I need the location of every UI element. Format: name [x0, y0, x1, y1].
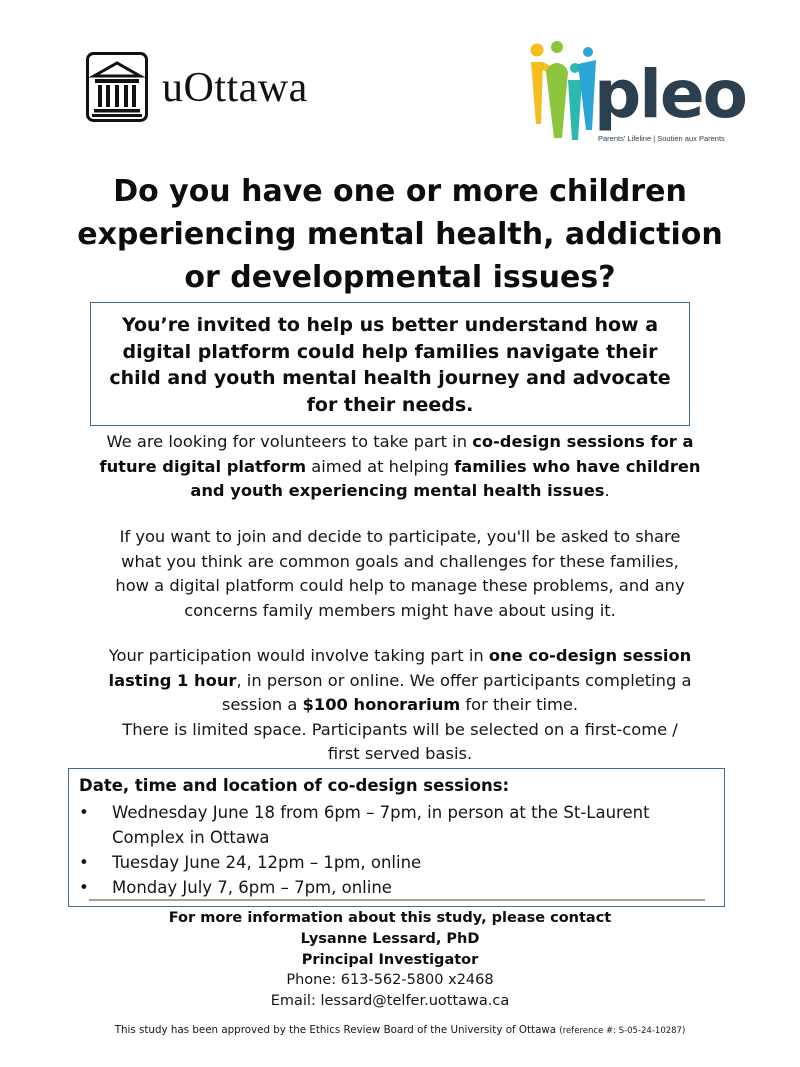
invitation-line: digital platform could help families navigate their	[122, 340, 658, 363]
text-run: .	[604, 481, 610, 501]
emphasis-text: co-design sessions for a	[472, 432, 694, 451]
invitation-line: for their needs.	[306, 393, 474, 416]
paragraph-line: how a digital platform could help to manage these problems, and any	[115, 576, 685, 596]
emphasis-text: future digital platform	[99, 456, 307, 476]
ethics-footer	[0, 1024, 800, 1036]
text-run: session a	[221, 695, 303, 715]
bullet-icon: •	[79, 803, 89, 822]
text-run: We are looking for volunteers to take part in	[106, 432, 473, 451]
family-figures-icon	[528, 40, 598, 144]
uottawa-logo	[86, 52, 356, 122]
session-text: Wednesday June 18 from 6pm – 7pm, in person at the St-Laurent	[112, 803, 650, 822]
pleo-wordmark: pleo	[594, 56, 746, 133]
contact-name: Lysanne Lessard, PhD	[300, 930, 480, 947]
divider	[89, 899, 705, 901]
contact-role: Principal Investigator	[301, 951, 479, 968]
text-run: Your participation would involve taking part in	[108, 646, 489, 665]
participation-details-paragraph	[50, 525, 750, 623]
emphasis-text: and youth experiencing mental health issues	[190, 481, 605, 501]
paragraph-line: If you want to join and decide to participate, you'll be asked to share	[119, 527, 681, 546]
page-title	[40, 170, 760, 299]
text-run: for their time.	[460, 695, 579, 715]
emphasis-text: $100 honorarium	[302, 695, 461, 715]
uottawa-wordmark: uOttawa	[162, 65, 308, 111]
honorarium-paragraph	[50, 644, 750, 767]
bullet-icon: •	[79, 853, 89, 872]
paragraph-line: first served basis.	[327, 744, 473, 764]
session-text: Tuesday June 24, 12pm – 1pm, online	[112, 853, 422, 872]
emphasis-text: one co-design session	[488, 646, 692, 665]
heading-line: Do you have one or more children	[113, 174, 687, 209]
text-run: aimed at helping	[306, 456, 455, 476]
invitation-text	[91, 312, 689, 418]
paragraph-line: concerns family members might have about using it.	[184, 600, 616, 620]
invitation-box	[90, 302, 690, 426]
invitation-line: child and youth mental health journey and advocate	[109, 367, 671, 389]
sessions-title: Date, time and location of co-design sessions:	[79, 776, 510, 795]
university-building-icon	[86, 52, 148, 122]
text-run: , in person or online. We offer participants completing a	[236, 670, 692, 690]
emphasis-text: lasting 1 hour	[108, 670, 237, 690]
contact-email[interactable]: Email: lessard@telfer.uottawa.ca	[270, 993, 510, 1010]
heading-line: experiencing mental health, addiction	[77, 217, 723, 252]
contact-block	[100, 908, 680, 1012]
pleo-logo	[528, 40, 746, 148]
heading-line: or developmental issues?	[184, 260, 616, 295]
sessions-box	[68, 768, 725, 907]
emphasis-text: families who have children	[454, 456, 701, 476]
ethics-statement: This study has been approved by the Ethics Review Board of the University of Ottawa	[114, 1024, 560, 1036]
session-text: Complex in Ottawa	[112, 827, 270, 847]
volunteers-paragraph	[50, 430, 750, 504]
contact-phone: Phone: 613-562-5800 x2468	[286, 972, 494, 989]
ethics-reference: (reference #: S-05-24-10287)	[559, 1026, 686, 1036]
paragraph-line: what you think are common goals and challenges for these families,	[121, 551, 679, 571]
session-text: Monday July 7, 6pm – 7pm, online	[112, 878, 392, 897]
pleo-tagline: Parents' Lifeline | Soutien aux Parents	[598, 134, 725, 143]
bullet-icon: •	[79, 878, 89, 897]
contact-intro: For more information about this study, please contact	[168, 910, 612, 926]
paragraph-line: There is limited space. Participants will be selected on a first-come /	[122, 719, 678, 739]
invitation-line: You’re invited to help us better understand how a	[121, 314, 659, 336]
